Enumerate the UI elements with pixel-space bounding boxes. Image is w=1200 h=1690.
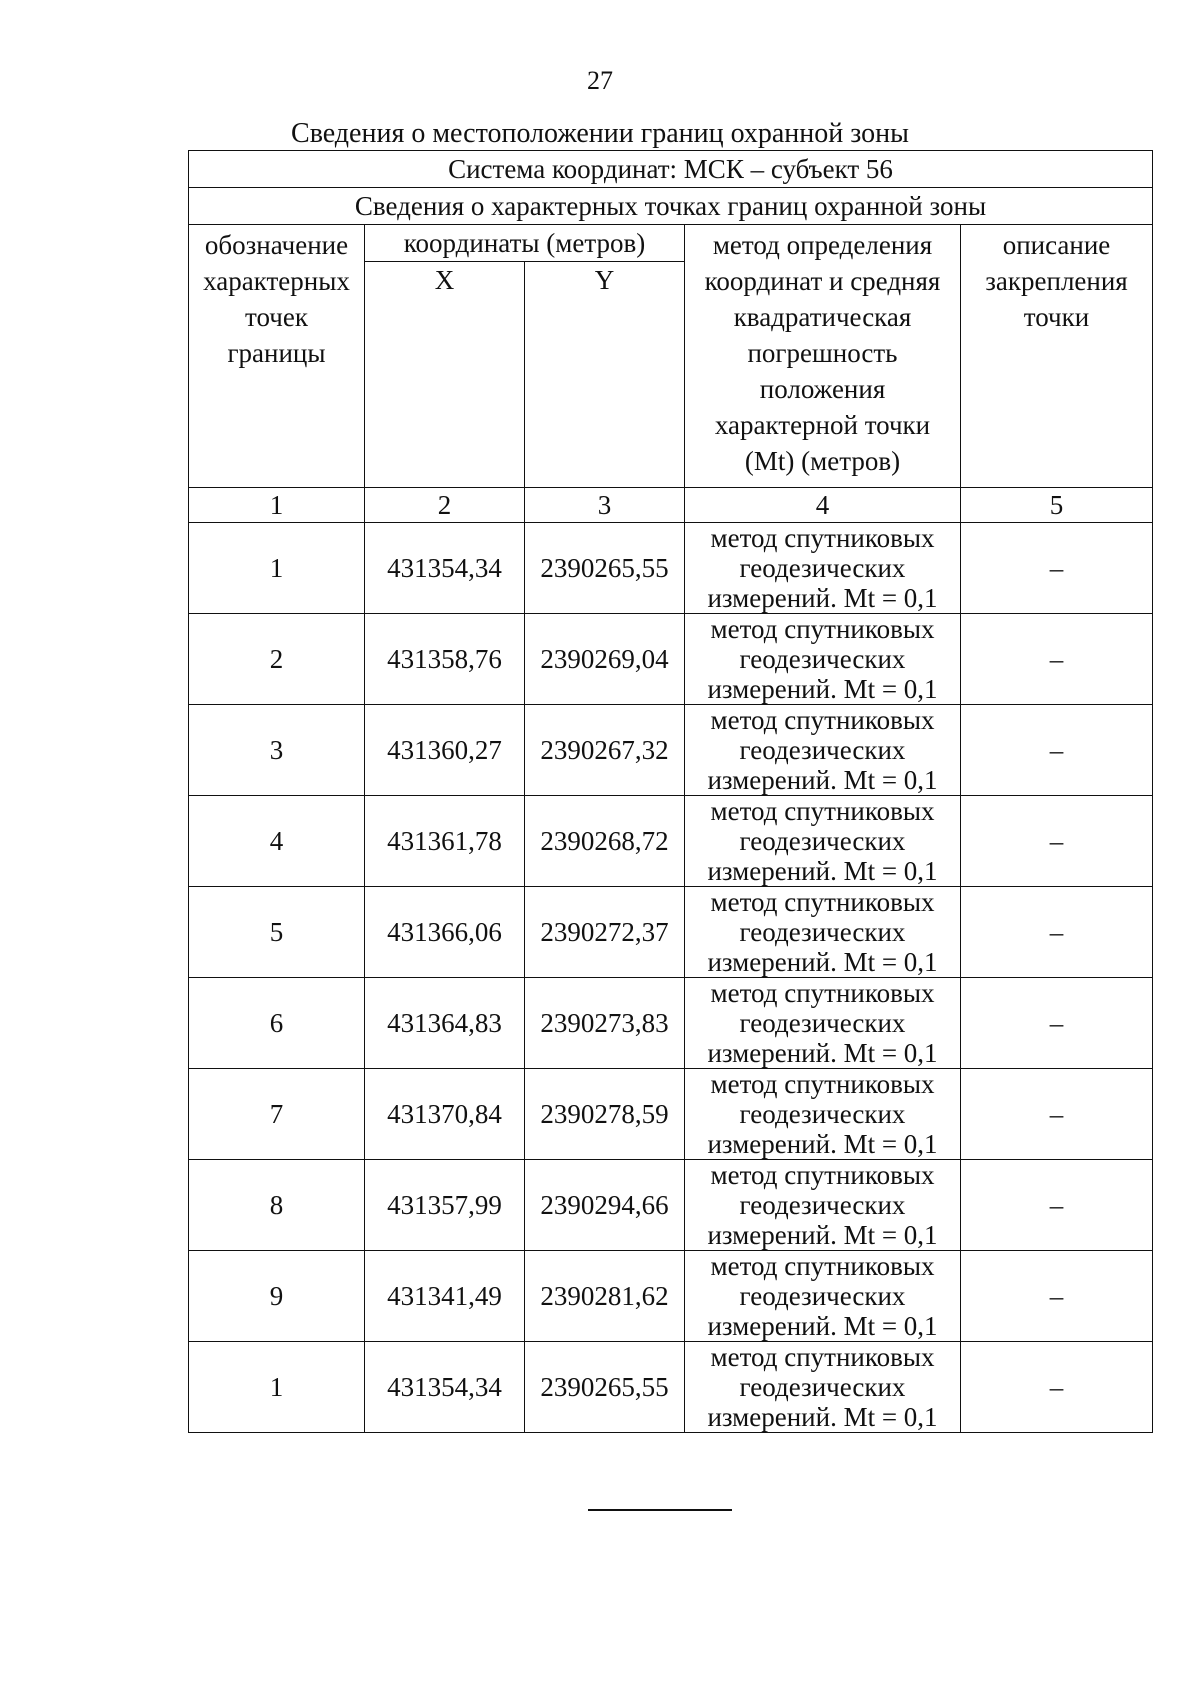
cell-description: – [961,796,1153,887]
cell-method-line: геодезических [739,1281,906,1311]
cell-method-line: измерений. Mt = 0,1 [707,947,938,977]
column-number: 3 [525,488,685,523]
header-method-line: положения [759,374,886,404]
cell-method [685,1342,961,1433]
points-caption-row [189,188,1153,225]
cell-x: 431354,34 [365,523,525,614]
cell-x: 431361,78 [365,796,525,887]
cell-x: 431364,83 [365,978,525,1069]
header-designation [189,225,365,488]
page-number: 27 [587,66,613,95]
table-row [189,614,1153,705]
cell-x: 431357,99 [365,1160,525,1251]
cell-method-line: геодезических [739,1190,906,1220]
column-number: 4 [685,488,961,523]
cell-description: – [961,523,1153,614]
cell-x: 431341,49 [365,1251,525,1342]
header-method-line: квадратическая [733,302,912,332]
cell-y: 2390269,04 [525,614,685,705]
cell-method-line: измерений. Mt = 0,1 [707,583,938,613]
table-row [189,1342,1153,1433]
cell-method [685,887,961,978]
cell-method-line: метод спутниковых [710,978,935,1008]
header-description-line: закрепления [985,266,1128,296]
cell-method-line: метод спутниковых [710,796,935,826]
cell-description: – [961,614,1153,705]
cell-method-line: измерений. Mt = 0,1 [707,1220,938,1250]
cell-method [685,796,961,887]
cell-method-line: геодезических [739,735,906,765]
cell-y: 2390281,62 [525,1251,685,1342]
cell-point: 6 [189,978,365,1069]
cell-y: 2390268,72 [525,796,685,887]
cell-method-line: измерений. Mt = 0,1 [707,1038,938,1068]
cell-method-line: метод спутниковых [710,523,935,553]
cell-description: – [961,1160,1153,1251]
cell-method-line: геодезических [739,1008,906,1038]
cell-method-line: геодезических [739,1372,906,1402]
cell-method-line: метод спутниковых [710,705,935,735]
header-designation-line: характерных [203,266,350,296]
header-description-line: описание [1002,230,1111,260]
table-row [189,705,1153,796]
cell-method [685,1160,961,1251]
header-method-line: погрешность [747,338,898,368]
cell-point: 9 [189,1251,365,1342]
coordinate-system-row [189,151,1153,188]
cell-method [685,1069,961,1160]
column-number: 1 [189,488,365,523]
header-designation-line: обозначение [204,230,349,260]
cell-method [685,978,961,1069]
cell-point: 4 [189,796,365,887]
points-caption-cell: Сведения о характерных точках границ охранной зоны [189,188,1153,225]
table-body [189,151,1153,1433]
column-number-row [189,488,1153,523]
cell-point: 3 [189,705,365,796]
cell-x: 431366,06 [365,887,525,978]
cell-point: 7 [189,1069,365,1160]
cell-point: 5 [189,887,365,978]
header-designation-line: точек [245,302,308,332]
header-method-line: координат и средняя [704,266,941,296]
cell-method-line: измерений. Mt = 0,1 [707,674,938,704]
cell-point: 1 [189,1342,365,1433]
cell-y: 2390267,32 [525,705,685,796]
cell-y: 2390294,66 [525,1160,685,1251]
cell-method-line: геодезических [739,826,906,856]
cell-method-line: измерений. Mt = 0,1 [707,1402,938,1432]
cell-description: – [961,705,1153,796]
cell-method [685,523,961,614]
cell-method-line: метод спутниковых [710,614,935,644]
header-method [685,225,961,488]
column-number: 5 [961,488,1153,523]
table-row [189,1251,1153,1342]
cell-method-line: геодезических [739,553,906,583]
cell-point: 8 [189,1160,365,1251]
cell-x: 431354,34 [365,1342,525,1433]
cell-y: 2390272,37 [525,887,685,978]
cell-description: – [961,978,1153,1069]
cell-method-line: геодезических [739,644,906,674]
end-rule [588,1509,732,1511]
table-row [189,1069,1153,1160]
cell-y: 2390278,59 [525,1069,685,1160]
header-x: X [365,262,525,488]
header-coordinates: координаты (метров) [365,225,685,262]
header-description [961,225,1153,488]
table-row [189,978,1153,1069]
cell-method-line: измерений. Mt = 0,1 [707,1311,938,1341]
cell-y: 2390265,55 [525,1342,685,1433]
cell-y: 2390273,83 [525,978,685,1069]
header-y: Y [525,262,685,488]
cell-description: – [961,1069,1153,1160]
table-row [189,523,1153,614]
cell-point: 1 [189,523,365,614]
table-row [189,887,1153,978]
cell-method [685,705,961,796]
header-method-line: (Mt) (метров) [744,446,901,476]
cell-description: – [961,1342,1153,1433]
cell-x: 431358,76 [365,614,525,705]
cell-x: 431370,84 [365,1069,525,1160]
cell-method [685,1251,961,1342]
cell-method-line: измерений. Mt = 0,1 [707,1129,938,1159]
header-method-line: метод определения [712,230,933,260]
table-row [189,1160,1153,1251]
coordinate-system-cell: Система координат: МСК – субъект 56 [189,151,1153,188]
cell-method [685,614,961,705]
cell-description: – [961,1251,1153,1342]
cell-method-line: геодезических [739,1099,906,1129]
cell-method-line: метод спутниковых [710,1069,935,1099]
table-row [189,796,1153,887]
cell-y: 2390265,55 [525,523,685,614]
header-row [189,225,1153,262]
cell-method-line: измерений. Mt = 0,1 [707,856,938,886]
cell-point: 2 [189,614,365,705]
cell-description: – [961,887,1153,978]
header-description-line: точки [1023,302,1090,332]
cell-method-line: геодезических [739,917,906,947]
header-designation-line: границы [227,338,326,368]
cell-method-line: измерений. Mt = 0,1 [707,765,938,795]
cell-method-line: метод спутниковых [710,1160,935,1190]
cell-method-line: метод спутниковых [710,1251,935,1281]
column-number: 2 [365,488,525,523]
cell-method-line: метод спутниковых [710,887,935,917]
boundary-points-table [188,150,1153,1433]
header-method-line: характерной точки [714,410,931,440]
cell-method-line: метод спутниковых [710,1342,935,1372]
cell-x: 431360,27 [365,705,525,796]
document-title: Сведения о местоположении границ охранной зоны [291,118,909,149]
